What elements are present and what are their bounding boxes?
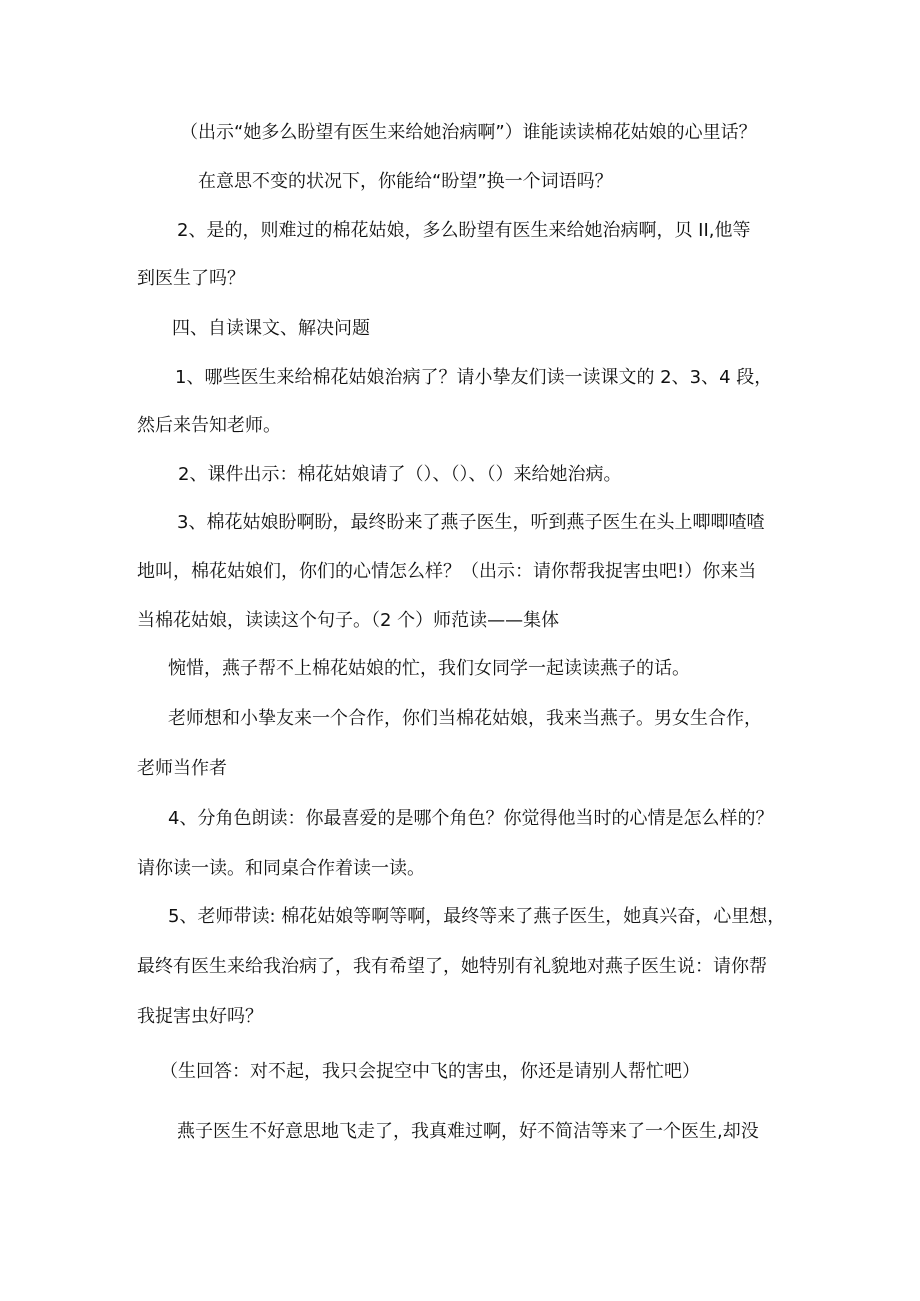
- text-line-18: 最终有医生来给我治病了，我有希望了，她特别有礼貌地对燕子医生说：请你帮: [137, 956, 767, 977]
- text-line-20: （生回答：对不起，我只会捉空中飞的害虫，你还是请别人帮忙吧）: [160, 1061, 700, 1082]
- text-line-12: 惋惜，燕子帮不上棉花姑娘的忙，我们女同学一起读读燕子的话。: [168, 658, 690, 679]
- text-line-14: 老师当作者: [137, 758, 227, 779]
- text-line-1: （出示“她多么盼望有医生来给她治病啊”）谁能读读棉花姑娘的心里话？: [180, 122, 757, 143]
- text-line-11: 当棉花姑娘，读读这个句子。（2 个）师范读——集体: [137, 610, 560, 631]
- text-line-17: 5、老师带读: 棉花姑娘等啊等啊，最终等来了燕子医生，她真兴奋，心里想，: [168, 906, 786, 927]
- text-line-8: 2、课件出示：棉花姑娘请了（）、（）、（）来给她治病。: [178, 464, 622, 485]
- text-line-3: 2、是的，则难过的棉花姑娘，多么盼望有医生来给她治病啊，贝 II,他等: [177, 220, 751, 241]
- text-line-21: 燕子医生不好意思地飞走了，我真难过啊，好不简洁等来了一个医生,却没: [177, 1121, 759, 1142]
- section-heading: 四、自读课文、解决问题: [172, 318, 370, 339]
- text-line-4: 到医生了吗？: [137, 268, 245, 289]
- text-line-13: 老师想和小挚友来一个合作，你们当棉花姑娘，我来当燕子。男女生合作，: [168, 708, 762, 729]
- text-line-15: 4、分角色朗读：你最喜爱的是哪个角色？你觉得他当时的心情是怎么样的？: [168, 808, 774, 829]
- text-line-10: 地叫，棉花姑娘们，你们的心情怎么样？（出示：请你帮我捉害虫吧!）你来当: [137, 561, 757, 582]
- text-line-16: 请你读一读。和同桌合作着读一读。: [137, 858, 425, 879]
- text-line-6: 1、哪些医生来给棉花姑娘治病了？请小挚友们读一读课文的 2、3、4 段，: [175, 367, 773, 388]
- text-line-2: 在意思不变的状况下，你能给“盼望”换一个词语吗？: [198, 171, 613, 192]
- text-line-9: 3、棉花姑娘盼啊盼，最终盼来了燕子医生，听到燕子医生在头上唧唧喳喳: [177, 512, 765, 533]
- text-line-7: 然后来告知老师。: [137, 415, 281, 436]
- text-line-19: 我捉害虫好吗？: [137, 1006, 263, 1027]
